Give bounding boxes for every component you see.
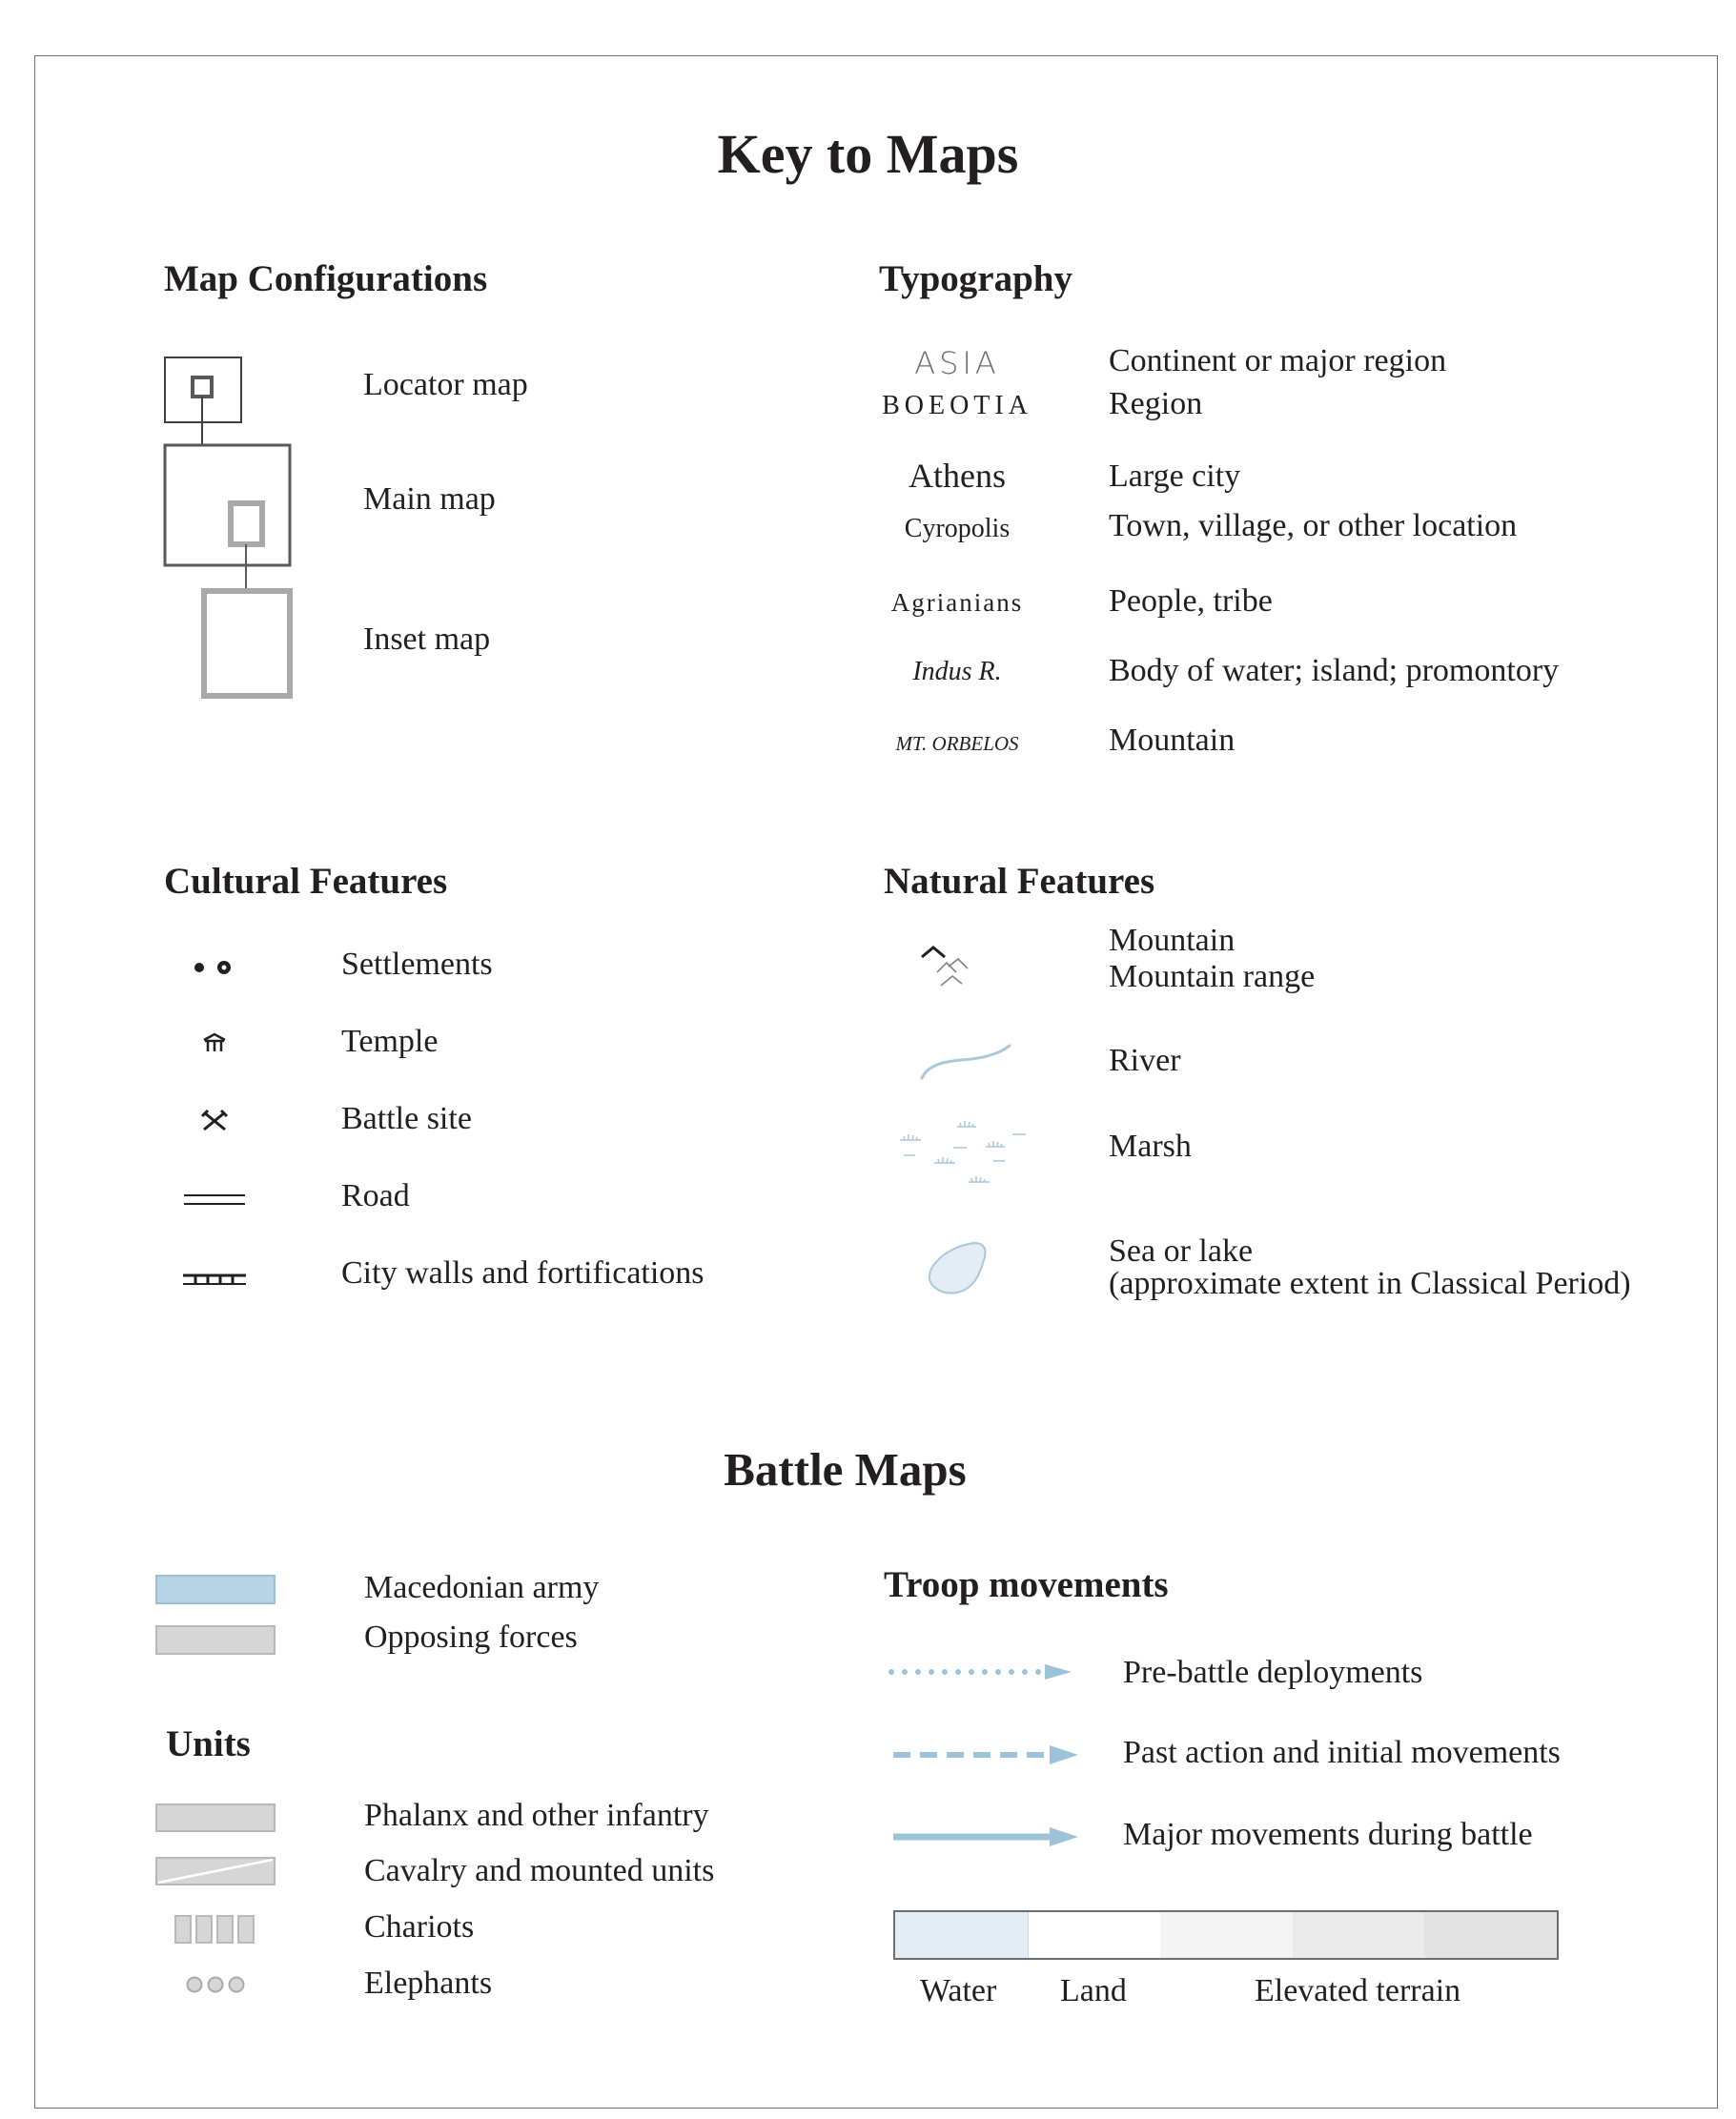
typography-sample-large-city: Athens [909,457,1006,495]
page-title: Key to Maps [717,123,1019,185]
inset-map-icon [204,591,290,696]
typography-sample-town: Cyropolis [904,514,1011,543]
terrain-water-swatch [895,1912,1029,1958]
troop-movements-heading: Troop movements [884,1564,1169,1605]
typography-sample-continent: ASIA [914,345,1000,381]
map-configurations-heading: Map Configurations [164,258,488,299]
road-label: Road [341,1178,410,1213]
elephants-icon [184,1974,247,1995]
natural-features-heading: Natural Features [884,861,1155,902]
battle-maps-heading: Battle Maps [724,1443,967,1496]
sea-lake-extent-label: (approximate extent in Classical Period) [1109,1266,1631,1301]
typography-label-region: Region [1109,386,1203,421]
typography-sample-mountain: MT. ORBELOS [895,732,1019,755]
battle-site-icon [200,1109,229,1133]
terrain-elevated-1-swatch [1160,1912,1293,1958]
dotted-arrow-icon [887,1661,1077,1683]
opposing-forces-swatch [155,1625,276,1655]
sea-lake-label: Sea or lake [1109,1233,1254,1269]
macedonian-army-swatch [155,1575,276,1604]
typography-label-mountain: Mountain [1109,723,1236,758]
mountain-label: Mountain [1109,923,1236,958]
settlements-label: Settlements [341,947,493,982]
cavalry-icon [155,1857,276,1885]
terrain-elevated-2-swatch [1293,1912,1425,1958]
locator-map-icon [165,357,241,445]
chariots-icon [174,1914,257,1945]
phalanx-icon [155,1803,276,1832]
settlements-icon [191,956,238,979]
temple-icon [201,1031,228,1054]
typography-label-water: Body of water; island; promontory [1109,653,1560,688]
typography-sample-water: Indus R. [912,657,1002,686]
opposing-forces-label: Opposing forces [364,1620,578,1655]
typography-label-people: People, tribe [1109,583,1273,619]
typography-sample-region: BOEOTIA [882,391,1032,420]
terrain-elevated-3-swatch [1424,1912,1557,1958]
sea-lake-icon [925,1239,991,1296]
chariots-label: Chariots [364,1909,475,1945]
marsh-icon [898,1113,1031,1190]
main-map-icon [165,445,290,591]
typography-label-town: Town, village, or other location [1109,508,1518,543]
river-icon [918,1044,1013,1082]
mountain-range-label: Mountain range [1109,959,1316,994]
terrain-water-label: Water [920,1973,997,2008]
terrain-land-swatch [1029,1912,1161,1958]
city-walls-label: City walls and fortifications [341,1255,705,1291]
pre-battle-label: Pre-battle deployments [1123,1655,1423,1690]
elephants-label: Elephants [364,1966,493,2001]
main-map-label: Main map [363,481,496,517]
cavalry-label: Cavalry and mounted units [364,1853,715,1888]
temple-label: Temple [341,1024,439,1059]
dashed-arrow-icon [891,1742,1082,1767]
cultural-features-heading: Cultural Features [164,861,448,902]
terrain-elevated-label: Elevated terrain [1255,1973,1461,2008]
major-movements-label: Major movements during battle [1123,1817,1533,1852]
river-label: River [1109,1043,1181,1078]
locator-map-label: Locator map [363,367,528,402]
typography-label-continent: Continent or major region [1109,343,1447,378]
typography-heading: Typography [879,258,1072,299]
solid-arrow-icon [891,1824,1082,1849]
marsh-label: Marsh [1109,1129,1192,1164]
phalanx-label: Phalanx and other infantry [364,1798,709,1833]
terrain-scale-bar [893,1910,1559,1960]
map-configuration-diagram [160,353,303,705]
terrain-land-label: Land [1060,1973,1127,2008]
past-action-label: Past action and initial movements [1123,1735,1561,1770]
battle-site-label: Battle site [341,1101,472,1136]
typography-label-large-city: Large city [1109,458,1241,494]
road-icon [184,1192,245,1209]
units-heading: Units [166,1723,251,1764]
inset-map-label: Inset map [363,621,491,657]
city-walls-icon [183,1268,246,1289]
typography-sample-people: Agrianians [890,588,1024,617]
mountain-icon [920,944,987,995]
macedonian-army-label: Macedonian army [364,1570,600,1605]
